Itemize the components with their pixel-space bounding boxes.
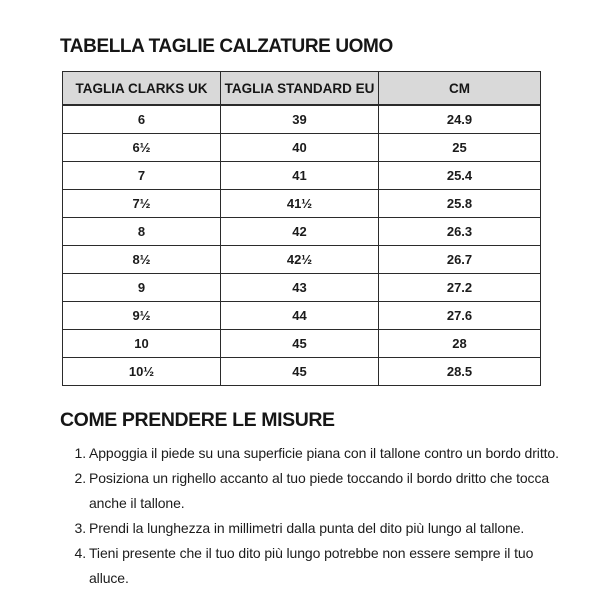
cell-eu: 39 — [221, 105, 379, 134]
cell-eu: 41 — [221, 162, 379, 190]
measure-steps-list — [72, 441, 574, 591]
header-row — [63, 72, 541, 106]
table-row — [63, 358, 541, 386]
step-number: 1. — [74, 445, 86, 461]
cell-uk: 10½ — [63, 358, 221, 386]
column-header-uk: TAGLIA CLARKS UK — [63, 72, 221, 106]
step-number: 2. — [74, 470, 86, 486]
step-number: 3. — [74, 520, 86, 536]
cell-eu: 45 — [221, 358, 379, 386]
cell-eu: 45 — [221, 330, 379, 358]
list-item — [72, 441, 574, 466]
cell-uk: 8½ — [63, 246, 221, 274]
step-text: Prendi la lunghezza in millimetri dalla punta del dito più lungo al tallone. — [89, 520, 525, 536]
cell-cm: 25.4 — [379, 162, 541, 190]
size-table — [62, 71, 541, 386]
list-item — [72, 541, 574, 591]
table-row — [63, 134, 541, 162]
cell-eu: 44 — [221, 302, 379, 330]
cell-cm: 28 — [379, 330, 541, 358]
cell-cm: 26.7 — [379, 246, 541, 274]
table-row — [63, 105, 541, 134]
step-text: Tieni presente che il tuo dito più lungo potrebbe non essere sempre il tuo alluce. — [89, 545, 534, 586]
column-header-cm: CM — [379, 72, 541, 106]
cell-cm: 27.6 — [379, 302, 541, 330]
page-title: TABELLA TAGLIE CALZATURE UOMO — [60, 36, 393, 57]
step-number: 4. — [74, 545, 86, 561]
size-table-header — [63, 72, 541, 106]
step-text: Appoggia il piede su una superficie piana con il tallone contro un bordo dritto. — [89, 445, 559, 461]
cell-eu: 41½ — [221, 190, 379, 218]
table-row — [63, 162, 541, 190]
table-row — [63, 330, 541, 358]
cell-cm: 25 — [379, 134, 541, 162]
list-item — [72, 466, 574, 516]
cell-uk: 7 — [63, 162, 221, 190]
table-row — [63, 218, 541, 246]
size-table-body — [63, 105, 541, 386]
cell-cm: 28.5 — [379, 358, 541, 386]
table-row — [63, 274, 541, 302]
cell-uk: 6½ — [63, 134, 221, 162]
cell-uk: 9½ — [63, 302, 221, 330]
cell-uk: 10 — [63, 330, 221, 358]
cell-uk: 7½ — [63, 190, 221, 218]
cell-uk: 8 — [63, 218, 221, 246]
cell-eu: 42 — [221, 218, 379, 246]
column-header-eu: TAGLIA STANDARD EU — [221, 72, 379, 106]
cell-cm: 26.3 — [379, 218, 541, 246]
cell-uk: 9 — [63, 274, 221, 302]
step-text: Posiziona un righello accanto al tuo piede toccando il bordo dritto che tocca anche il tallone. — [89, 470, 550, 511]
table-row — [63, 302, 541, 330]
cell-cm: 27.2 — [379, 274, 541, 302]
cell-cm: 25.8 — [379, 190, 541, 218]
table-row — [63, 246, 541, 274]
measure-section-heading: COME PRENDERE LE MISURE — [60, 409, 335, 431]
table-row — [63, 190, 541, 218]
cell-eu: 43 — [221, 274, 379, 302]
cell-cm: 24.9 — [379, 105, 541, 134]
cell-eu: 42½ — [221, 246, 379, 274]
list-item — [72, 516, 574, 541]
cell-uk: 6 — [63, 105, 221, 134]
cell-eu: 40 — [221, 134, 379, 162]
